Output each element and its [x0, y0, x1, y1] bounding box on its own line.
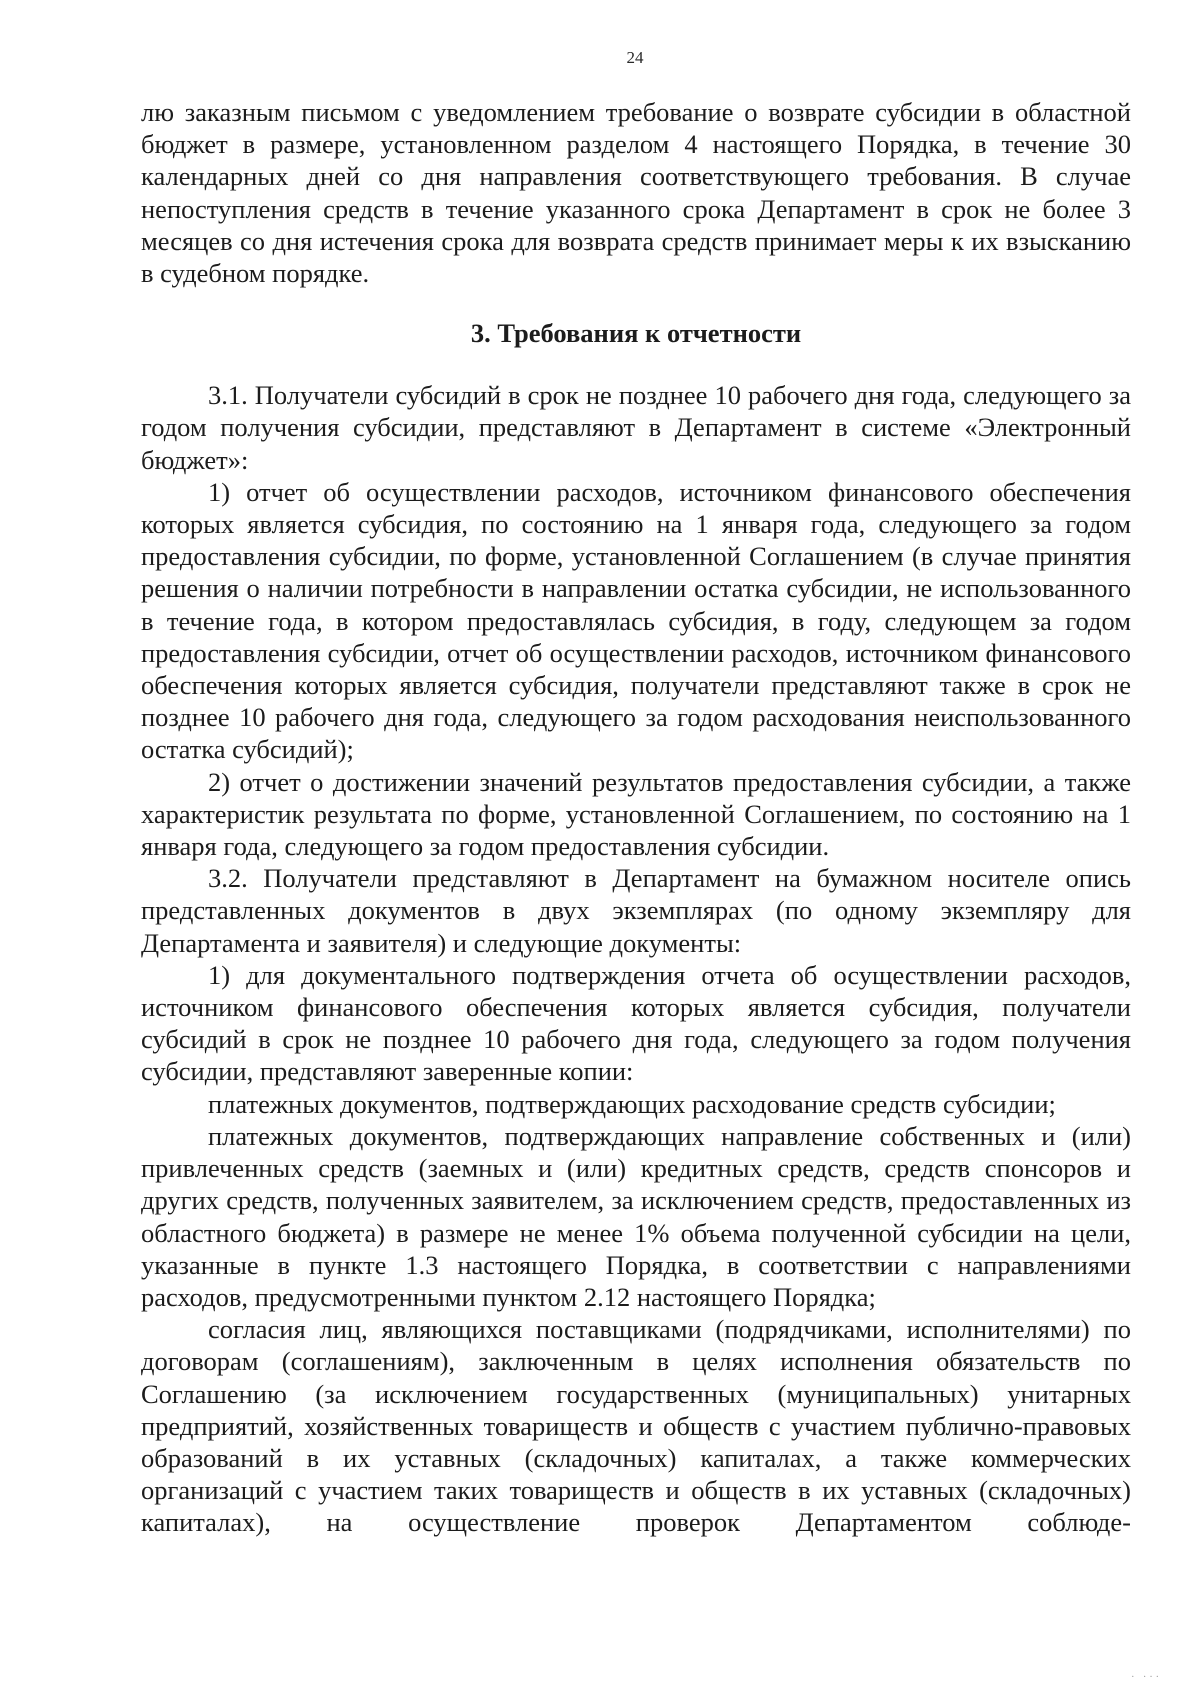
list-item-payment-docs-subsidy: платежных документов, подтверждающих расходование средств субсидии; [208, 1088, 1056, 1119]
list-item-supplier-consents: согласия лиц, являющихся поставщиками (подрядчиками, исполнителями) по договорам (соглашениям), заключенным в целях исполнения обязательств по Соглашению (за исключением государственных (муниципальных) унитарных предприятий, хозяйственных товариществ и обществ с участием публично-правовых образований в их уставных (складочных) капиталах, а также коммерческих организаций с участием таких товариществ и обществ в их уставных (складочных) капиталах), на осуществление проверок Департаментом соблюде- [141, 1314, 1131, 1538]
paragraph-3-1: 3.1. Получатели субсидий в срок не позднее 10 рабочего дня года, следующего за годом получения субсидии, представляют в Департамент в системе «Электронный бюджет»: [141, 380, 1131, 475]
section-heading: 3. Требования к отчетности [470, 318, 802, 349]
document-body [141, 96, 1131, 1539]
paragraph-3-2: 3.2. Получатели представляют в Департамент на бумажном носителе опись представленных документов в двух экземплярах (по одному экземпляру для Департамента и заявителя) и следующие документы: [141, 863, 1131, 958]
page-number: 24 [626, 48, 644, 67]
paragraph-3-2-item-1: 1) для документального подтверждения отчета об осуществлении расходов, источником финансового обеспечения которых является субсидия, получатели субсидий в срок не позднее 10 рабочего дня года, следующего за годом получения субсидии, представляют заверенные копии: [141, 959, 1131, 1087]
paragraph-3-1-item-2: 2) отчет о достижении значений результатов предоставления субсидии, а также характеристик результата по форме, установленной Соглашением, по состоянию на 1 января года, следующего за годом предоставления субсидии. [141, 766, 1131, 862]
list-item-payment-docs-own-funds: платежных документов, подтверждающих направление собственных и (или) привлеченных средств (заемных и (или) кредитных средств, средств спонсоров и других средств, полученных заявителем, за исключением средств, предоставленных из областного бюджета) в размере не менее 1% объема полученной субсидии на цели, указанные в пункте 1.3 настоящего Порядка, в соответствии с направлениями расходов, предусмотренными пунктом 2.12 настоящего Порядка; [141, 1120, 1131, 1312]
paragraph-3-1-item-1: 1) отчет об осуществлении расходов, источником финансового обеспечения которых является субсидия, по состоянию на 1 января года, следующего за годом предоставления субсидии, по форме, установленной Соглашением (в случае принятия решения о наличии потребности в направлении остатка субсидии, не использованного в течение года, в котором предоставлялась субсидия, в году, следующем за годом предоставления субсидии, отчет об осуществлении расходов, источником финансового обеспечения которых является субсидия, получатели представляют также в срок не позднее 10 рабочего дня года, следующего за годом расходования неиспользованного остатка субсидий); [141, 476, 1131, 765]
paragraph-return-demand: лю заказным письмом с уведомлением требование о возврате субсидии в областной бюджет в размере, установленном разделом 4 настоящего Порядка, в течение 30 календарных дней со дня направления соответствующего требования. В случае непоступления средств в течение указанного срока Департамент в срок не более 3 месяцев со дня истечения срока для возврата средств принимает меры к их взысканию в судебном порядке. [141, 97, 1131, 289]
scan-artifact: · ··· [1131, 1672, 1162, 1683]
